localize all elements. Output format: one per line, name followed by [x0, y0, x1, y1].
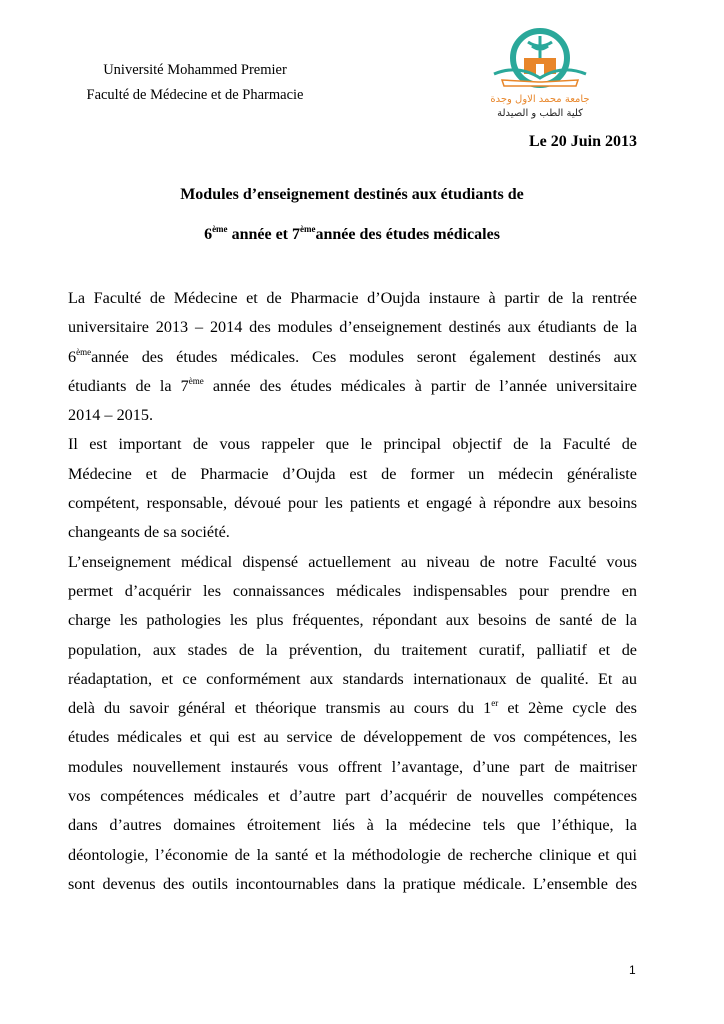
- title-superscript: ème: [212, 224, 228, 234]
- line-text: vos compétences médicales et d’autre part d’acquérir de nouvelles compétences: [68, 787, 637, 806]
- text-line: [68, 284, 637, 313]
- line-text: Médecine et de Pharmacie d’Oujda est de former un médecin généraliste: [68, 464, 637, 483]
- text-line: [68, 811, 637, 840]
- title-text: année des études médicales: [315, 226, 500, 243]
- document-title-line2: [0, 226, 704, 244]
- line-text: L’enseignement médical dispensé actuellement au niveau de notre Faculté vous: [68, 552, 637, 571]
- line-text: déontologie, l’économie de la santé et la méthodologie de recherche clinique et qui: [68, 845, 637, 864]
- text-line: [68, 577, 637, 606]
- superscript: er: [491, 698, 499, 709]
- text-line: [68, 694, 637, 723]
- svg-text:كلية الطب و الصيدلة: كلية الطب و الصيدلة: [497, 108, 583, 119]
- superscript: ème: [76, 346, 92, 357]
- text-line: [68, 430, 637, 459]
- document-title-line1: Modules d’enseignement destinés aux étudiants de: [180, 186, 524, 203]
- line-text: année des études médicales à partir de l’année universitaire: [203, 376, 637, 395]
- text-line: [68, 372, 637, 401]
- text-line: [68, 665, 637, 694]
- text-line: [68, 841, 637, 870]
- page-number: 1: [629, 963, 636, 977]
- title-superscript: ème: [300, 224, 316, 234]
- text-line: [68, 753, 637, 782]
- line-text: delà du savoir général et théorique transmis au cours du 1: [68, 699, 492, 718]
- faculty-logo: [488, 24, 592, 124]
- text-line: [68, 636, 637, 665]
- line-text: modules nouvellement instaurés vous offrent l’avantage, d’une part de maitriser: [68, 757, 637, 776]
- title-text: année et 7: [227, 226, 300, 243]
- university-name: Université Mohammed Premier: [103, 62, 287, 78]
- text-line: [68, 723, 637, 752]
- text-line: [68, 606, 637, 635]
- superscript: ème: [188, 375, 204, 386]
- paragraph: [68, 548, 637, 900]
- text-line: [68, 313, 637, 342]
- text-line: [68, 401, 637, 430]
- text-line: [68, 460, 637, 489]
- line-text: Il est important de vous rappeler que le principal objectif de la Faculté de: [68, 435, 637, 454]
- paragraph: [68, 430, 637, 547]
- text-line: [68, 518, 637, 547]
- document-body: [68, 284, 637, 899]
- line-text: réadaptation, et ce conformément aux standards internationaux de qualité. Et au: [68, 669, 637, 688]
- faculty-name: Faculté de Médecine et de Pharmacie: [86, 87, 304, 103]
- line-text: études médicales et qui est au service de développement de vos compétences, les: [68, 728, 637, 747]
- line-text: étudiants de la 7: [68, 376, 189, 395]
- line-text: et 2ème cycle des: [498, 699, 637, 718]
- line-text: changeants de sa société.: [68, 523, 230, 542]
- text-line: [68, 489, 637, 518]
- text-line: [68, 343, 637, 372]
- line-text: permet d’acquérir les connaissances médicales indispensables pour prendre en: [68, 581, 637, 600]
- text-line: [68, 782, 637, 811]
- paragraph: [68, 284, 637, 430]
- line-text: charge les pathologies les plus fréquentes, répondant aux besoins de santé de la: [68, 611, 637, 630]
- line-text: 6: [68, 347, 77, 366]
- document-date: Le 20 Juin 2013: [528, 133, 637, 150]
- line-text: universitaire 2013 – 2014 des modules d’enseignement destinés aux étudiants de la: [68, 318, 637, 337]
- line-text: année des études médicales. Ces modules seront également destinés aux: [91, 347, 637, 366]
- line-text: population, aux stades de la prévention, du traitement curatif, palliatif et de: [68, 640, 637, 659]
- text-line: [68, 870, 637, 899]
- line-text: La Faculté de Médecine et de Pharmacie d’Oujda instaure à partir de la rentrée: [68, 289, 637, 307]
- line-text: sont devenus des outils incontournables dans la pratique médicale. L’ensemble des: [68, 874, 637, 893]
- line-text: compétent, responsable, dévoué pour les patients et engagé à répondre aux besoins: [68, 494, 637, 513]
- svg-text:جامعة محمد الاول وجدة: جامعة محمد الاول وجدة: [490, 94, 590, 105]
- line-text: 2014 – 2015.: [68, 406, 153, 425]
- title-text: 6: [204, 226, 213, 243]
- text-line: [68, 548, 637, 577]
- line-text: dans d’autres domaines étroitement liés à la médecine tels que l’éthique, la: [68, 816, 637, 835]
